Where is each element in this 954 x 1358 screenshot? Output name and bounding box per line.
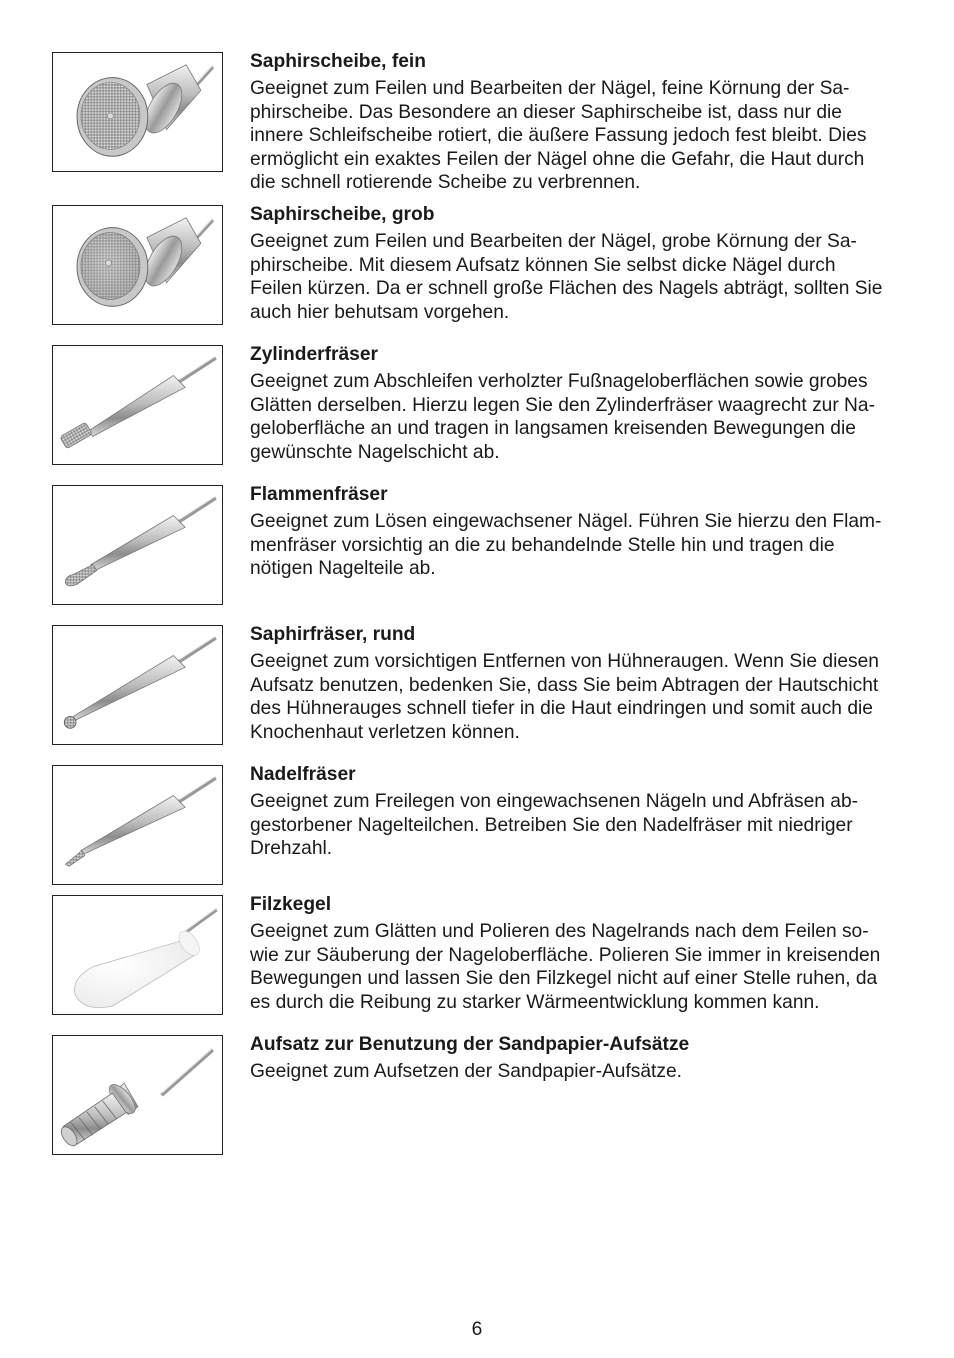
- description-line: menfräser vorsichtig an die zu behandelnde Stelle hin und tragen die: [250, 534, 835, 556]
- description-line: des Hühnerauges schnell tiefer in die Haut eindringen und somit auch die: [250, 698, 873, 720]
- entry-title: Filzkegel: [250, 894, 332, 915]
- sapphire-disc-coarse-icon: [52, 205, 223, 325]
- description-line: die schnell rotierende Scheibe zu verbrennen.: [250, 172, 641, 194]
- entry-description: [250, 920, 905, 1014]
- description-line: auch hier behutsam vorgehen.: [250, 301, 510, 323]
- entry-title: Flammenfräser: [250, 484, 388, 505]
- entry-description: [250, 77, 905, 194]
- entry-description: [250, 790, 905, 860]
- description-line: Geeignet zum Glätten und Polieren des Nagelrands nach dem Feilen so-: [250, 921, 869, 943]
- entry-description: [250, 510, 905, 580]
- description-line: Geeignet zum Lösen eingewachsener Nägel. Führen Sie hierzu den Flam-: [250, 511, 882, 533]
- description-line: geloberfläche an und tragen in langsamen kreisenden Bewegungen die: [250, 418, 856, 440]
- description-line: Glätten derselben. Hierzu legen Sie den Zylinderfräser waagrecht zur Na-: [250, 394, 875, 416]
- sandpaper-mandrel-icon: [52, 1035, 223, 1155]
- description-line: es durch die Reibung zu starker Wärmeentwicklung kommen kann.: [250, 991, 820, 1013]
- description-line: Bewegungen und lassen Sie den Filzkegel nicht auf einer Stelle ruhen, da: [250, 968, 878, 990]
- entry-title: Nadelfräser: [250, 764, 356, 785]
- description-line: Geeignet zum Freilegen von eingewachsenen Nägeln und Abfräsen ab-: [250, 791, 859, 813]
- description-line: Geeignet zum vorsichtigen Entfernen von Hühneraugen. Wenn Sie diesen: [250, 651, 879, 673]
- description-line: Geeignet zum Feilen und Bearbeiten der Nägel, feine Körnung der Sa-: [250, 78, 850, 100]
- description-line: nötigen Nagelteile ab.: [250, 558, 436, 580]
- description-line: innere Schleifscheibe rotiert, die äußere Fassung jedoch fest bleibt. Dies: [250, 125, 867, 147]
- entry-description: [250, 230, 905, 324]
- sapphire-disc-fine-icon: [52, 52, 223, 172]
- entry-title: Aufsatz zur Benutzung der Sandpapier-Aufsätze: [250, 1034, 690, 1055]
- entry-description: [250, 1060, 905, 1083]
- description-line: Drehzahl.: [250, 838, 333, 860]
- entry-title: Saphirfräser, rund: [250, 624, 416, 645]
- page-number: 6: [471, 1319, 483, 1340]
- cylinder-cutter-icon: [52, 345, 223, 465]
- entry-title: Zylinderfräser: [250, 344, 378, 365]
- description-line: Feilen kürzen. Da er schnell große Flächen des Nagels abträgt, sollten Sie: [250, 278, 883, 300]
- entry-title: Saphirscheibe, fein: [250, 51, 426, 72]
- description-line: phirscheibe. Das Besondere an dieser Saphirscheibe ist, dass nur die: [250, 101, 842, 123]
- description-line: wie zur Säuberung der Nageloberfläche. Polieren Sie immer in kreisenden: [250, 944, 881, 966]
- description-line: gewünschte Nagelschicht ab.: [250, 441, 500, 463]
- description-line: Geeignet zum Aufsetzen der Sandpapier-Aufsätze.: [250, 1061, 682, 1083]
- description-line: Geeignet zum Abschleifen verholzter Fußnageloberflächen sowie grobes: [250, 371, 868, 393]
- description-line: ermöglicht ein exaktes Feilen der Nägel ohne die Gefahr, die Haut durch: [250, 148, 865, 170]
- entry-description: [250, 370, 905, 464]
- felt-cone-icon: [52, 895, 223, 1015]
- description-line: gestorbener Nagelteilchen. Betreiben Sie den Nadelfräser mit niedriger: [250, 814, 853, 836]
- description-line: Knochenhaut verletzen können.: [250, 721, 520, 743]
- description-line: phirscheibe. Mit diesem Aufsatz können Sie selbst dicke Nägel durch: [250, 254, 836, 276]
- description-line: Aufsatz benutzen, bedenken Sie, dass Sie beim Abtragen der Hautschicht: [250, 674, 879, 696]
- needle-cutter-icon: [52, 765, 223, 885]
- flame-cutter-icon: [52, 485, 223, 605]
- description-line: Geeignet zum Feilen und Bearbeiten der Nägel, grobe Körnung der Sa-: [250, 231, 857, 253]
- entry-description: [250, 650, 905, 744]
- entry-title: Saphirscheibe, grob: [250, 204, 435, 225]
- sapphire-ball-cutter-icon: [52, 625, 223, 745]
